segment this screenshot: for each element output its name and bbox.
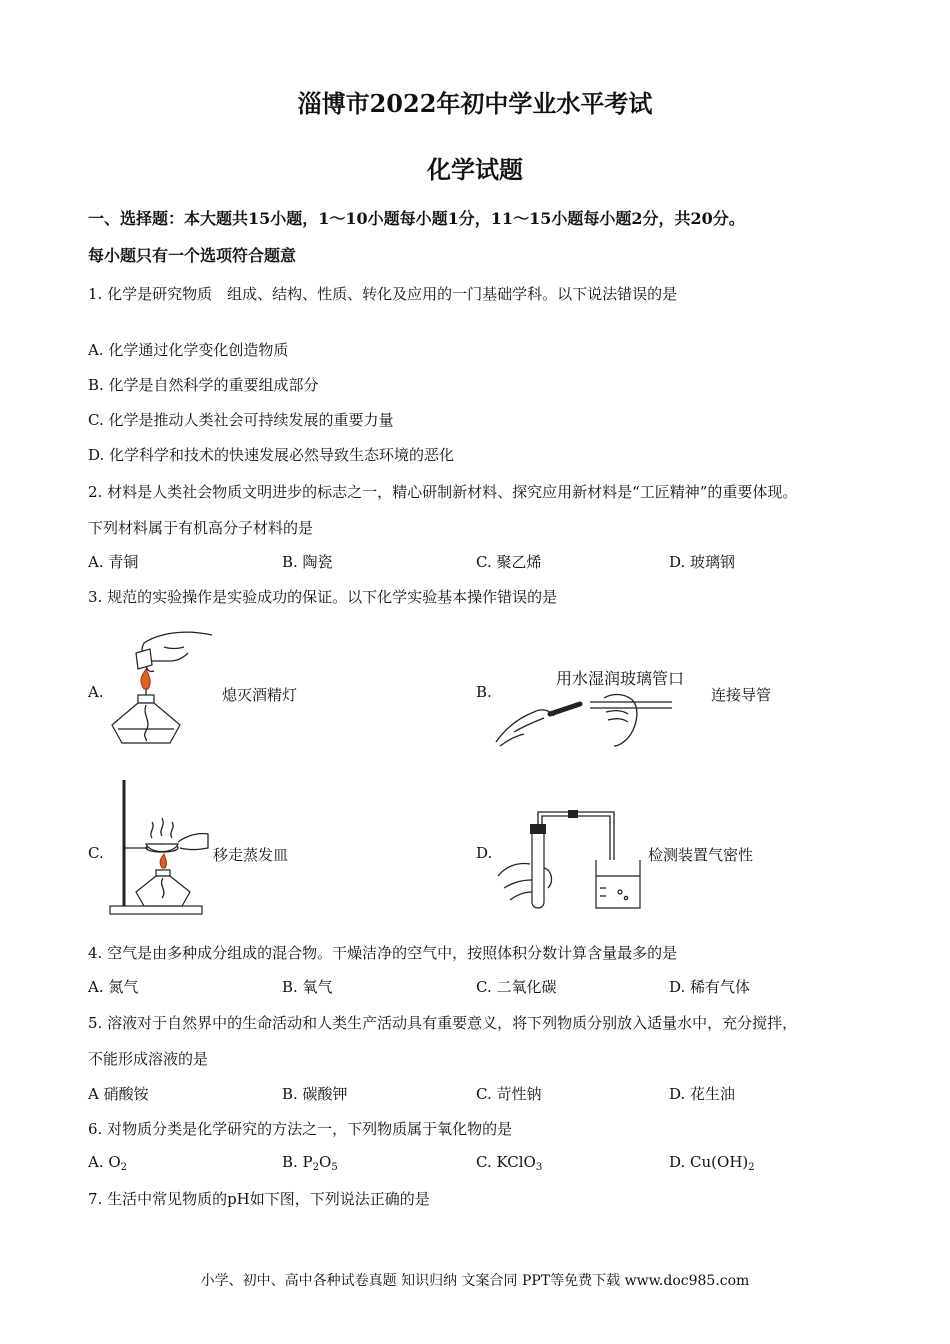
question-5-option-b: B. 碳酸钾 [282, 1085, 348, 1103]
question-1-option-a: A. 化学通过化学变化创造物质 [88, 341, 289, 359]
question-3-option-c-letter: C. [88, 844, 104, 862]
section-heading-line1: 一、选择题：本大题共15小题，1～10小题每小题1分，11～15小题每小题2分，共20分。 [88, 209, 745, 228]
connect-tube-label: 用水湿润玻璃管口 [556, 669, 685, 688]
question-2-option-c: C. 聚乙烯 [476, 553, 542, 571]
question-6-option-d: D. $Cu(OH)_2$ [669, 1153, 755, 1173]
question-3-option-b-caption: 连接导管 [711, 686, 772, 704]
alcohol-lamp-cap-drawing [104, 625, 216, 747]
exam-subtitle: 化学试题 [427, 155, 523, 184]
connect-tube-drawing [494, 688, 678, 748]
question-2-stem-line1: 2. 材料是人类社会物质文明进步的标志之一，精心研制新材料、探究应用新材料是“工匠精神”的重要体现。 [88, 483, 798, 501]
question-4-stem: 4. 空气是由多种成分组成的混合物。干燥洁净的空气中，按照体积分数计算含量最多的是 [88, 944, 678, 962]
question-5-option-a: A 硝酸铵 [88, 1085, 149, 1103]
question-3-option-d-caption: 检测装置气密性 [648, 846, 754, 864]
question-2-option-d: D. 玻璃钢 [669, 553, 736, 571]
question-5-stem-line1: 5. 溶液对于自然界中的生命活动和人类生产活动具有重要意义，将下列物质分别放入适量水中，充分搅拌， [88, 1014, 798, 1032]
question-3-option-a-letter: A. [88, 683, 104, 701]
question-2-option-b: B. 陶瓷 [282, 553, 333, 571]
question-4-option-b: B. 氧气 [282, 978, 333, 996]
question-5-stem-line2: 不能形成溶液的是 [88, 1050, 209, 1068]
question-4-option-d: D. 稀有气体 [669, 978, 751, 996]
question-2-option-a: A. 青铜 [88, 553, 139, 571]
question-3-stem: 3. 规范的实验操作是实验成功的保证。以下化学实验基本操作错误的是 [88, 588, 558, 606]
exam-title: 淄博市2022年初中学业水平考试 [297, 89, 653, 118]
question-3-option-d-letter: D. [476, 844, 493, 862]
question-2-stem-line2: 下列材料属于有机高分子材料的是 [88, 519, 314, 537]
question-1-option-d: D. 化学科学和技术的快速发展必然导致生态环境的恶化 [88, 446, 455, 464]
question-6-option-b: B. $P_2O_5$ [282, 1153, 338, 1173]
section-heading-line2: 每小题只有一个选项符合题意 [88, 246, 297, 265]
question-1-option-c: C. 化学是推动人类社会可持续发展的重要力量 [88, 411, 394, 429]
question-1-stem: 1. 化学是研究物质 组成、结构、性质、转化及应用的一门基础学科。以下说法错误的是 [88, 285, 678, 303]
question-3-option-c-caption: 移走蒸发皿 [213, 846, 289, 864]
question-4-option-c: C. 二氧化碳 [476, 978, 557, 996]
question-3-option-a-caption: 熄灭酒精灯 [222, 686, 298, 704]
question-1-option-b: B. 化学是自然科学的重要组成部分 [88, 376, 319, 394]
question-6-stem: 6. 对物质分类是化学研究的方法之一，下列物质属于氧化物的是 [88, 1120, 513, 1138]
question-3-option-b-letter: B. [476, 683, 492, 701]
question-5-option-c: C. 苛性钠 [476, 1085, 542, 1103]
question-7-stem: 7. 生活中常见物质的pH如下图，下列说法正确的是 [88, 1190, 430, 1208]
question-4-option-a: A. 氮气 [88, 978, 139, 996]
question-5-option-d: D. 花生油 [669, 1085, 736, 1103]
airtightness-test-drawing [496, 858, 644, 916]
question-6-option-c: C. KClO$_3$ [476, 1153, 543, 1173]
question-6-option-a: A. $O_2$ [88, 1153, 128, 1173]
evaporating-dish-drawing [108, 778, 212, 916]
page-footer: 小学、初中、高中各种试卷真题 知识归纳 文案合同 PPT等免费下载 www.doc985.com [200, 1273, 750, 1289]
